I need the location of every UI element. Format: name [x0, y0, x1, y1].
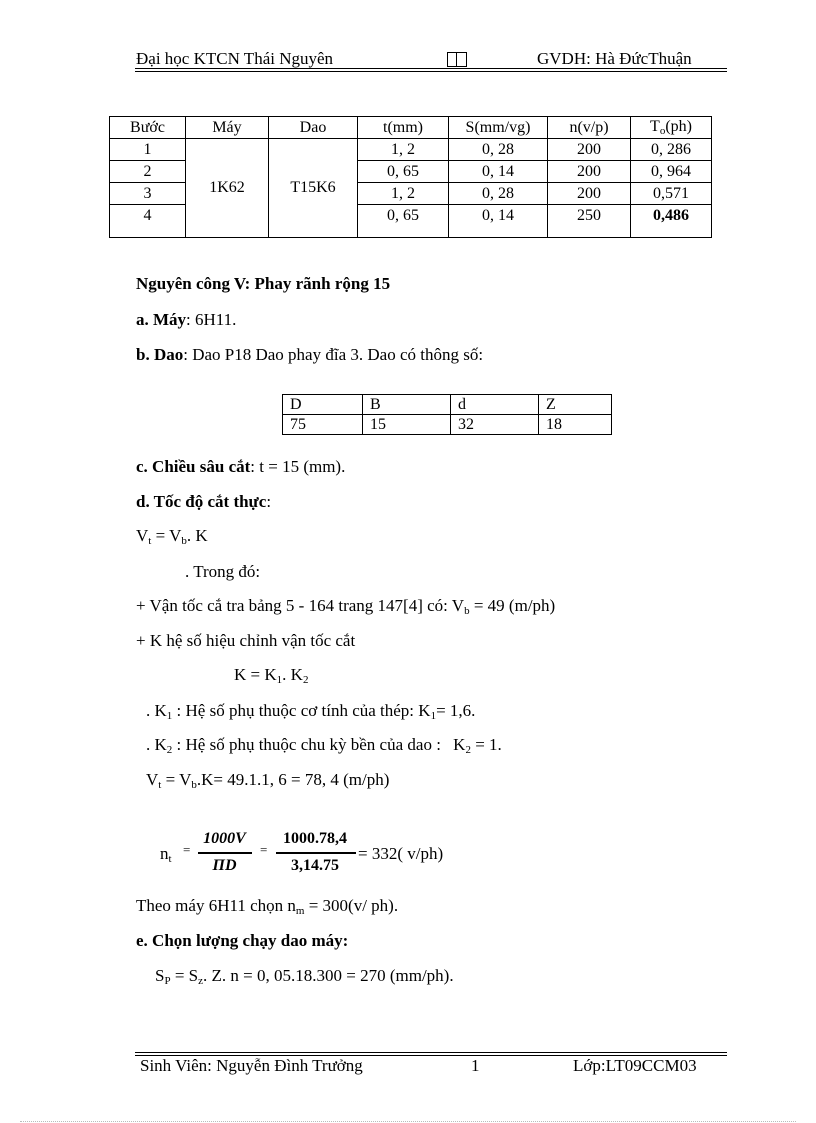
nt-den2: 3,14.75 — [291, 857, 339, 874]
table-cell: 75 — [283, 415, 363, 435]
feed-line: $S_P = S_z$. Z. n = 0, 05.18.300 = 270 (mm/ph). — [155, 966, 454, 987]
header-divider-double — [135, 71, 727, 72]
table-header-cell: Bước — [110, 117, 186, 139]
footer-divider — [135, 1052, 727, 1053]
nt-result: = 332( v/ph) — [358, 844, 444, 863]
k-line: + K hệ số hiệu chỉnh vận tốc cắt — [136, 631, 356, 650]
machine-line: a. Máy: 6H11. — [136, 310, 237, 329]
table-header-cell: Dao — [269, 117, 358, 139]
nt-eq2: = — [260, 842, 268, 857]
table-header-cell: D — [283, 395, 363, 415]
table-cell: 4 — [110, 205, 186, 238]
table-cell: 200 — [548, 161, 631, 183]
formula-vt: $V_t = V_b$. K — [136, 526, 208, 547]
where-label: . Trong đó: — [185, 562, 261, 581]
table-cell: 0, 14 — [449, 161, 548, 183]
vb-line: + Vận tốc cắ tra bảng 5 - 164 trang 147[4] có: $V_b = 49$ (m/ph) — [136, 596, 556, 617]
page-number: 1 — [471, 1056, 480, 1075]
table-cell: 18 — [539, 415, 612, 435]
table-cell: 32 — [451, 415, 539, 435]
table-cell-tool: T15K6 — [269, 139, 358, 238]
table-cell: 15 — [363, 415, 451, 435]
table-cell: 0, 286 — [631, 139, 712, 161]
footer-student: Sinh Viên: Nguyễn Đình Trưởng — [140, 1056, 363, 1075]
table-header-cell: n(v/p) — [548, 117, 631, 139]
speed-title: d. Tốc độ cắt thực: — [136, 492, 272, 511]
section-title: Nguyên công V: Phay rãnh rộng 15 — [136, 274, 391, 293]
depth-line: c. Chiều sâu cắt: t = 15 (mm). — [136, 457, 346, 476]
nt-eq1: = — [183, 842, 191, 857]
formula-k: $K = K_1$. $K_2$ — [234, 665, 309, 686]
table-cell: 200 — [548, 183, 631, 205]
fraction-bar — [276, 852, 356, 854]
table-cell: 0, 14 — [449, 205, 548, 238]
k2-line: . $K_2$ : Hệ số phụ thuộc chu kỳ bền của dao : $K_2 = 1$. — [146, 735, 502, 756]
table-cell: 0,571 — [631, 183, 712, 205]
table-cell: 1, 2 — [358, 139, 449, 161]
page-edge — [20, 1121, 796, 1122]
table-cell: 0,486 — [631, 205, 712, 238]
table-cell: 1, 2 — [358, 183, 449, 205]
nt-num2: 1000.78,4 — [283, 830, 347, 847]
table-header-row — [110, 117, 712, 139]
machine-choice-line: Theo máy 6H11 chọn $n_m = 300(v/$ ph). — [136, 896, 399, 917]
table-cell-machine: 1K62 — [186, 139, 269, 238]
table-cell: 0, 65 — [358, 205, 449, 238]
header-divider — [135, 68, 727, 69]
table-cell: 0, 964 — [631, 161, 712, 183]
process-table — [109, 116, 712, 238]
footer-class: Lớp:LT09CCM03 — [573, 1056, 697, 1075]
feed-title: e. Chọn lượng chạy dao máy: — [136, 931, 349, 950]
nt-num1: 1000V — [203, 830, 246, 847]
nt-den1: ΠD — [212, 857, 237, 874]
table-cell: 3 — [110, 183, 186, 205]
vt-line: $V_t = V_b.K= 49.1.1$, 6 = 78, 4 (m/ph) — [146, 770, 390, 791]
table-row — [110, 139, 712, 161]
table-cell: 0, 65 — [358, 161, 449, 183]
fraction-bar — [198, 852, 252, 854]
header-instructor: GVDH: Hà ĐứcThuận — [537, 49, 692, 68]
book-icon — [447, 52, 467, 72]
table-header-cell: d — [451, 395, 539, 415]
tool-params-table — [282, 394, 612, 435]
table-cell: 250 — [548, 205, 631, 238]
table-cell: 1 — [110, 139, 186, 161]
table-cell: 2 — [110, 161, 186, 183]
table-header-row — [283, 395, 612, 415]
table-header-cell: S(mm/vg) — [449, 117, 548, 139]
tool-line: b. Dao: Dao P18 Dao phay đĩa 3. Dao có thông số: — [136, 345, 484, 364]
table-header-cell: Z — [539, 395, 612, 415]
table-header-cell: B — [363, 395, 451, 415]
table-cell: 200 — [548, 139, 631, 161]
table-header-cell: $T_o(ph)$ — [631, 117, 712, 139]
table-row — [283, 415, 612, 435]
table-header-cell: Máy — [186, 117, 269, 139]
nt-lhs: $n_t$ — [160, 844, 172, 865]
table-header-cell: t(mm) — [358, 117, 449, 139]
table-cell: 0, 28 — [449, 139, 548, 161]
header-school: Đại học KTCN Thái Nguyên — [136, 49, 334, 68]
k1-line: . $K_1$ : Hệ số phụ thuộc cơ tính của thép: $K_1= 1,6$. — [146, 701, 476, 722]
table-cell: 0, 28 — [449, 183, 548, 205]
